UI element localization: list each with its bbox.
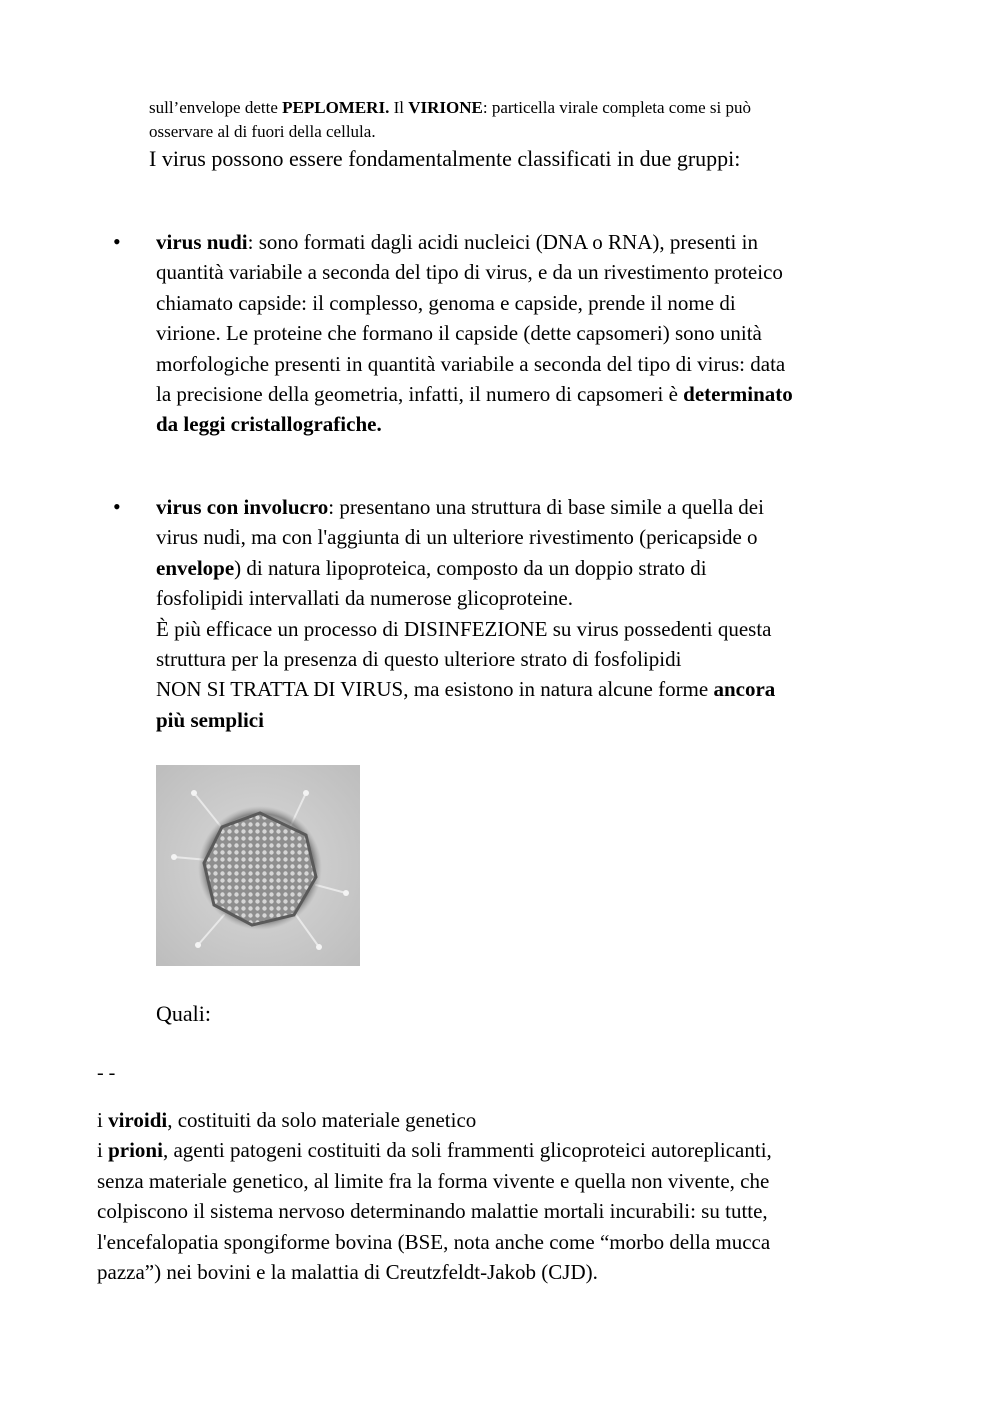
text-run: colpiscono il sistema nervoso determinando malattie mortali incurabili: su tutte, [97, 1199, 768, 1224]
text-line [156, 705, 916, 735]
virus-involucro-paragraph [156, 492, 916, 735]
intro-line-2: osservare al di fuori della cellula. [149, 122, 376, 141]
text-line [156, 522, 916, 552]
text-run: senza materiale genetico, al limite fra la forma vivente e quella non vivente, che [97, 1168, 770, 1193]
bold-text-run: da leggi cristallografiche. [156, 412, 382, 437]
text-line [156, 379, 916, 409]
text-line [156, 349, 916, 379]
text-run: fosfolipidi intervallati da numerose glicoproteine. [156, 586, 573, 611]
text-run: pazza”) nei bovini e la malattia di Creutzfeldt-Jakob (CJD). [97, 1260, 598, 1285]
bold-text-run: virus con involucro [156, 495, 329, 519]
text-run: la precisione della geometria, infatti, il numero di capsomeri è [156, 382, 684, 407]
bold-text-run: VIRIONE [408, 98, 483, 117]
text-line [97, 1105, 917, 1135]
text-run: È più efficace un processo di DISINFEZIONE su virus possedenti questa [156, 616, 772, 641]
bold-text-run: PEPLOMERI. [282, 98, 390, 117]
text-run: i [97, 1138, 109, 1163]
text-run: i [97, 1108, 109, 1132]
bullet-virus-involucro: • [113, 494, 121, 519]
text-run: : particella virale completa come si può [482, 98, 751, 117]
text-line [156, 288, 916, 318]
bold-text-run: ancora [713, 677, 776, 702]
intro-classification-sentence: I virus possono essere fondamentalmente classificati in due gruppi: [149, 146, 741, 171]
text-run: struttura per la presenza di questo ulteriore strato di fosfolipidi [156, 647, 682, 672]
text-line [97, 1227, 917, 1257]
text-line [97, 1196, 917, 1226]
virus-micrograph-image [156, 765, 360, 966]
dash-separator: - - [97, 1062, 116, 1084]
text-run: chiamato capside: il complesso, genoma e capside, prende il nome di [156, 290, 736, 315]
text-run: quantità variabile a seconda del tipo di virus, e da un rivestimento proteico [156, 260, 783, 285]
intro-line-1 [149, 96, 751, 120]
text-run: : presentano una struttura di base simile a quella dei [328, 495, 764, 519]
text-run: ) di natura lipoproteica, composto da un doppio strato di [234, 555, 707, 580]
text-run: sull’envelope dette [149, 98, 283, 117]
virus-nudi-paragraph [156, 227, 916, 440]
text-line [156, 614, 916, 644]
text-run: , costituiti da solo materiale genetico [167, 1108, 477, 1132]
virion-illustration [156, 765, 360, 966]
text-line [97, 1166, 917, 1196]
bold-text-run: determinato [683, 382, 793, 407]
text-line [156, 492, 916, 522]
text-line [156, 318, 916, 348]
bold-text-run: prioni [108, 1138, 163, 1163]
text-run: , agenti patogeni costituiti da soli frammenti glicoproteici autoreplicanti, [162, 1138, 772, 1163]
text-line [156, 257, 916, 287]
quali-label: Quali: [156, 1001, 211, 1026]
text-line [97, 1135, 917, 1165]
text-line [156, 583, 916, 613]
text-line [97, 1257, 917, 1287]
text-line [156, 644, 916, 674]
text-run: Il [389, 98, 409, 117]
text-line [156, 409, 916, 439]
text-run: virus nudi, ma con l'aggiunta di un ulteriore rivestimento (pericapside o [156, 525, 758, 550]
bold-text-run: più semplici [156, 707, 264, 732]
text-run: NON SI TRATTA DI VIRUS, ma esistono in natura alcune forme [156, 677, 714, 702]
bold-text-run: envelope [156, 555, 235, 580]
bold-text-run: viroidi [108, 1108, 168, 1132]
bold-text-run: virus nudi [156, 230, 248, 254]
text-line [156, 553, 916, 583]
text-run: : sono formati dagli acidi nucleici (DNA o RNA), presenti in [247, 230, 758, 254]
text-run: morfologiche presenti in quantità variabile a seconda del tipo di virus: data [156, 351, 786, 376]
bullet-virus-nudi: • [113, 229, 121, 254]
text-line [156, 674, 916, 704]
viroidi-prioni-paragraph [97, 1105, 917, 1287]
text-line [156, 227, 916, 257]
text-run: virione. Le proteine che formano il capside (dette capsomeri) sono unità [156, 321, 762, 346]
text-run: l'encefalopatia spongiforme bovina (BSE, nota anche come “morbo della mucca [97, 1229, 771, 1254]
